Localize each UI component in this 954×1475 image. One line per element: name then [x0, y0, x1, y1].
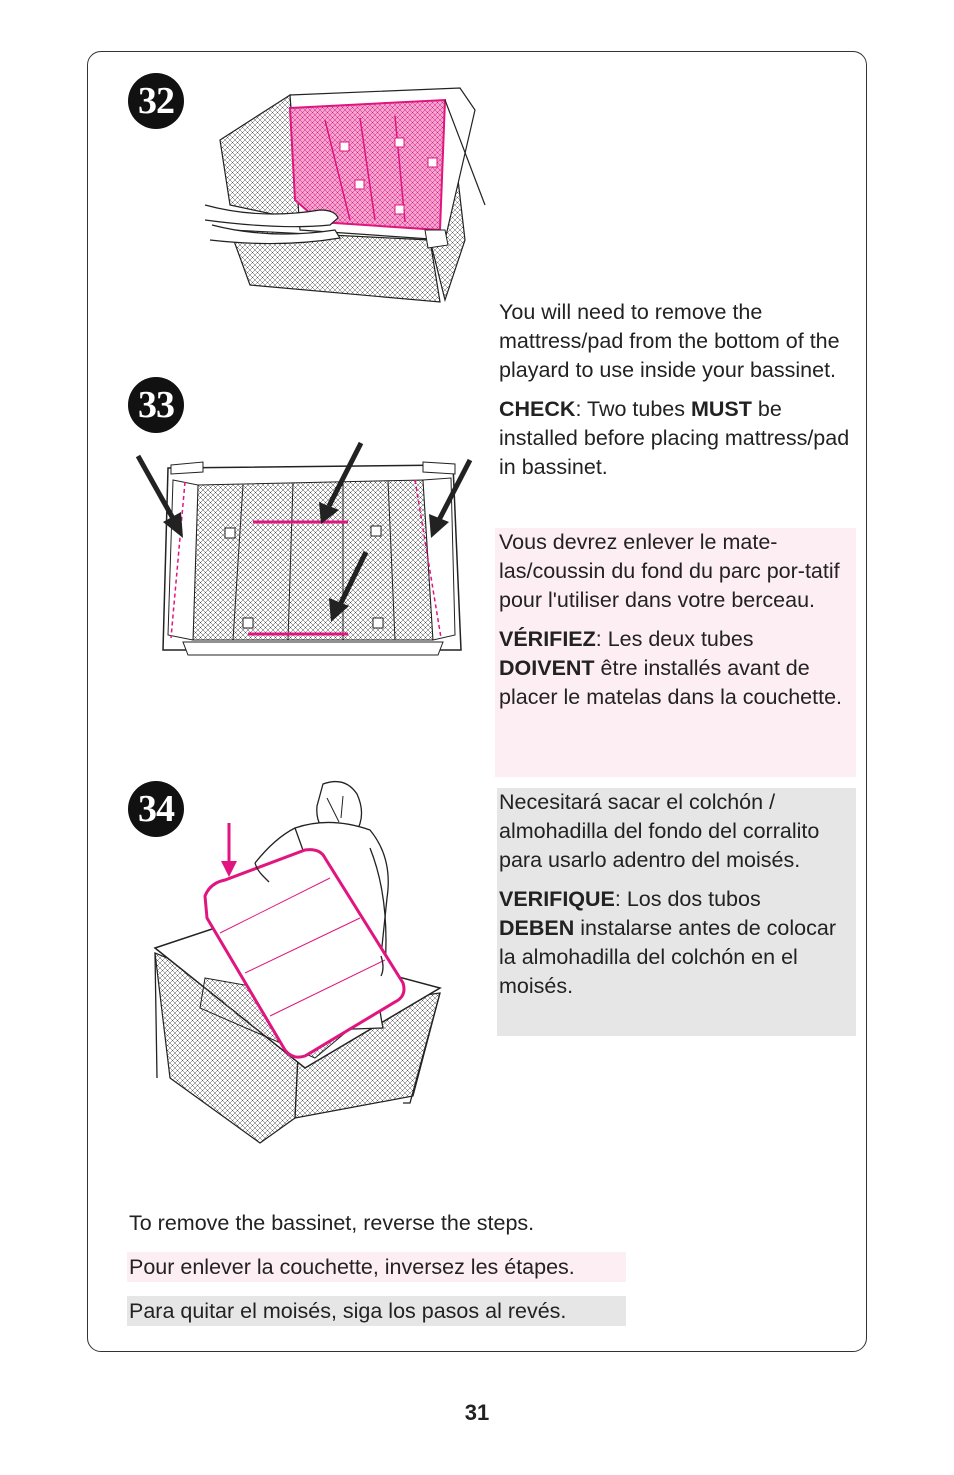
- french-check-label: VÉRIFIEZ: [499, 627, 596, 651]
- footer-spanish: Para quitar el moisés, siga los pasos al revés.: [127, 1296, 626, 1326]
- english-must: MUST: [690, 397, 752, 421]
- illustration-step-32: [200, 80, 490, 305]
- spanish-check: [499, 885, 854, 1001]
- step-badge-34: 34: [128, 781, 184, 837]
- french-instructions: [495, 528, 856, 777]
- spanish-instructions: [497, 788, 856, 1036]
- spanish-intro: Necesitará sacar el colchón / almohadilla del fondo del corralito para usarlo adentro del moisés.: [499, 790, 820, 872]
- spanish-must: DEBEN: [499, 916, 575, 940]
- french-check-text-1: : Les deux tubes: [595, 627, 754, 651]
- english-check-text-2: be installed before placing mattress/pad in bassinet.: [499, 397, 850, 479]
- footer-english: To remove the bassinet, reverse the steps.: [129, 1211, 535, 1235]
- spanish-check-text-1: : Los dos tubos: [614, 887, 761, 911]
- illustration-step-34: [145, 778, 445, 1150]
- french-check-text-2: être installés avant de placer le matelas dans la couchette.: [499, 656, 843, 709]
- french-intro: Vous devrez enlever le mate-las/coussin du fond du parc por-tatif pour l'utiliser dans votre berceau.: [499, 530, 840, 612]
- english-check-label: CHECK: [499, 397, 576, 421]
- step-badge-33: 33: [128, 377, 184, 433]
- footer-french: Pour enlever la couchette, inversez les étapes.: [127, 1252, 626, 1282]
- page-number: 31: [464, 1400, 490, 1425]
- step-badge-32: 32: [128, 73, 184, 129]
- french-must: DOIVENT: [499, 656, 595, 680]
- english-check-text-1: : Two tubes: [575, 397, 691, 421]
- french-check: [499, 625, 852, 712]
- english-instructions: [499, 298, 854, 482]
- english-check: [499, 395, 854, 482]
- illustration-step-33: [133, 440, 478, 665]
- spanish-check-label: VERIFIQUE: [499, 887, 615, 911]
- spanish-check-text-2: instalarse antes de colocar la almohadilla del colchón en el moisés.: [499, 916, 836, 998]
- english-intro: You will need to remove the mattress/pad from the bottom of the playard to use inside your bassinet.: [499, 300, 840, 382]
